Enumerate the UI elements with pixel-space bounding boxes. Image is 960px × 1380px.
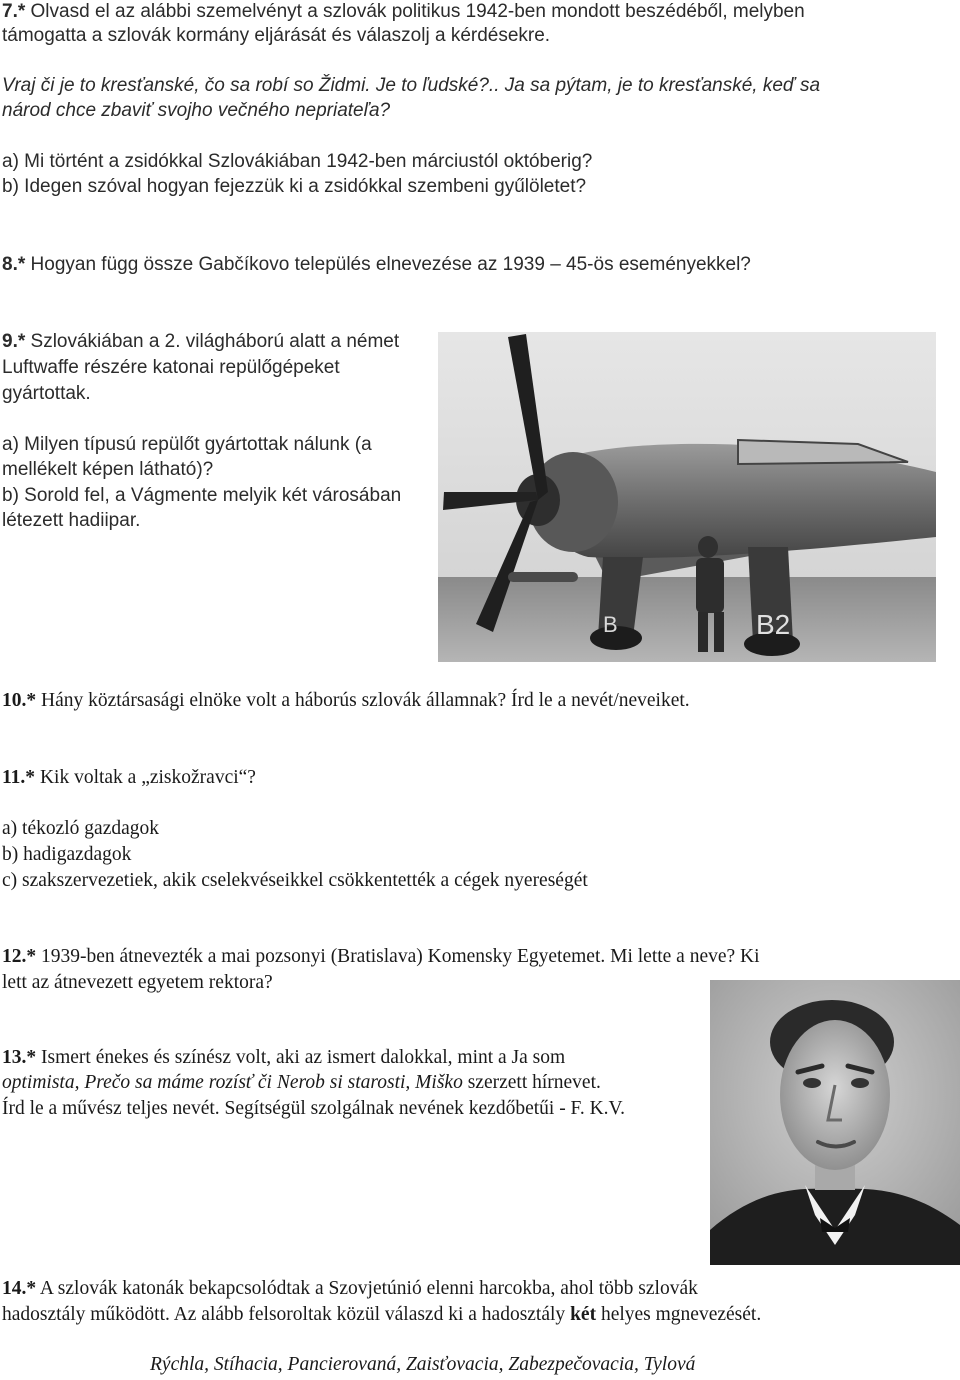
q9-question-a-line2: mellékelt képen látható)?: [2, 459, 214, 480]
q9-number: 9.*: [2, 331, 26, 352]
q10-question: 10.* Hány köztársasági elnöke volt a háborús szlovák államnak? Írd le a nevét/neveiket.: [2, 690, 690, 711]
q7-question-b: b) Idegen szóval hogyan fejezzük ki a zsidókkal szembeni gyűlöletet?: [2, 176, 587, 197]
q12-line1: 12.* 1939-ben átnevezték a mai pozsonyi (Bratislava) Komensky Egyetemet. Mi lette a neve? Ki: [2, 946, 760, 967]
q11-option-a: a) tékozló gazdagok: [2, 818, 160, 839]
q13-number: 13.*: [2, 1047, 37, 1068]
aircraft-marking-left: B: [603, 612, 618, 637]
aircraft-marking-right: B2: [756, 609, 791, 640]
aircraft-photo: [438, 332, 936, 662]
q14-line2: hadosztály működött. Az alább felsoroltak közül válaszd ki a hadosztály két helyes mgnevezését.: [2, 1304, 762, 1325]
q8-number: 8.*: [2, 254, 26, 275]
q9-line3: gyártottak.: [2, 383, 91, 404]
q7-quote-line1: Vraj či je to kresťanské, čo sa robí so Židmi. Je to ľudské?.. Ja sa pýtam, je to kresťanské, keď sa: [2, 75, 821, 96]
portrait-photo: [710, 980, 960, 1265]
q9-question-a-line1: a) Milyen típusú repülőt gyártottak nálunk (a: [2, 434, 372, 455]
q9-line2: Luftwaffe részére katonai repülőgépeket: [2, 357, 340, 378]
q11-option-c: c) szakszervezetiek, akik cselekvéseikkel csökkentették a cégek nyereségét: [2, 870, 588, 891]
q7-number: 7.*: [2, 1, 26, 22]
q13-line2: optimista, Prečo sa máme rozísť či Nerob si starosti, Miško szerzett hírnevet.: [2, 1072, 601, 1093]
q7-question-a: a) Mi történt a zsidókkal Szlovákiában 1942-ben márciustól októberig?: [2, 151, 593, 172]
q14-number: 14.*: [2, 1278, 37, 1299]
q9-line1: 9.* Szlovákiában a 2. világháború alatt a német: [2, 331, 400, 352]
q7-quote-line2: národ chce zbaviť svojho večného nepriateľa?: [2, 100, 391, 121]
q11-question: 11.* Kik voltak a „ziskožravci“?: [2, 767, 256, 788]
q7-intro-line2: támogatta a szlovák kormány eljárását és válaszolj a kérdésekre.: [2, 25, 551, 46]
q14-line1: 14.* A szlovák katonák bekapcsolódtak a Szovjetúnió elenni harcokba, ahol több szlovák: [2, 1278, 698, 1299]
aircraft-photo-drawing: [438, 332, 936, 662]
q13-line1: 13.* Ismert énekes és színész volt, aki az ismert dalokkal, mint a Ja som: [2, 1047, 566, 1068]
q10-number: 10.*: [2, 690, 37, 711]
q9-question-b-line1: b) Sorold fel, a Vágmente melyik két városában: [2, 485, 402, 506]
q9-question-b-line2: létezett hadiipar.: [2, 510, 141, 531]
q11-number: 11.*: [2, 767, 36, 788]
q8-question: 8.* Hogyan függ össze Gabčíkovo település elnevezése az 1939 – 45-ös eseményekkel?: [2, 254, 751, 275]
q14-emphasis: két: [570, 1304, 597, 1325]
q7-intro-line1: 7.* Olvasd el az alábbi szemelvényt a szlovák politikus 1942-ben mondott beszédéből, melyben: [2, 1, 805, 22]
q13-line3: Írd le a művész teljes nevét. Segítségül szolgálnak nevének kezdőbetűi - F. K.V.: [2, 1098, 625, 1119]
q13-song-titles: optimista, Prečo sa máme rozísť či Nerob si starosti, Miško: [2, 1072, 463, 1093]
q11-option-b: b) hadigazdagok: [2, 844, 132, 865]
q12-number: 12.*: [2, 946, 37, 967]
q14-options: Rýchla, Stíhacia, Pancierovaná, Zaisťovacia, Zabezpečovacia, Tylová: [150, 1354, 696, 1375]
q12-line2: lett az átnevezett egyetem rektora?: [2, 972, 273, 993]
portrait-photo-drawing: [710, 980, 960, 1265]
